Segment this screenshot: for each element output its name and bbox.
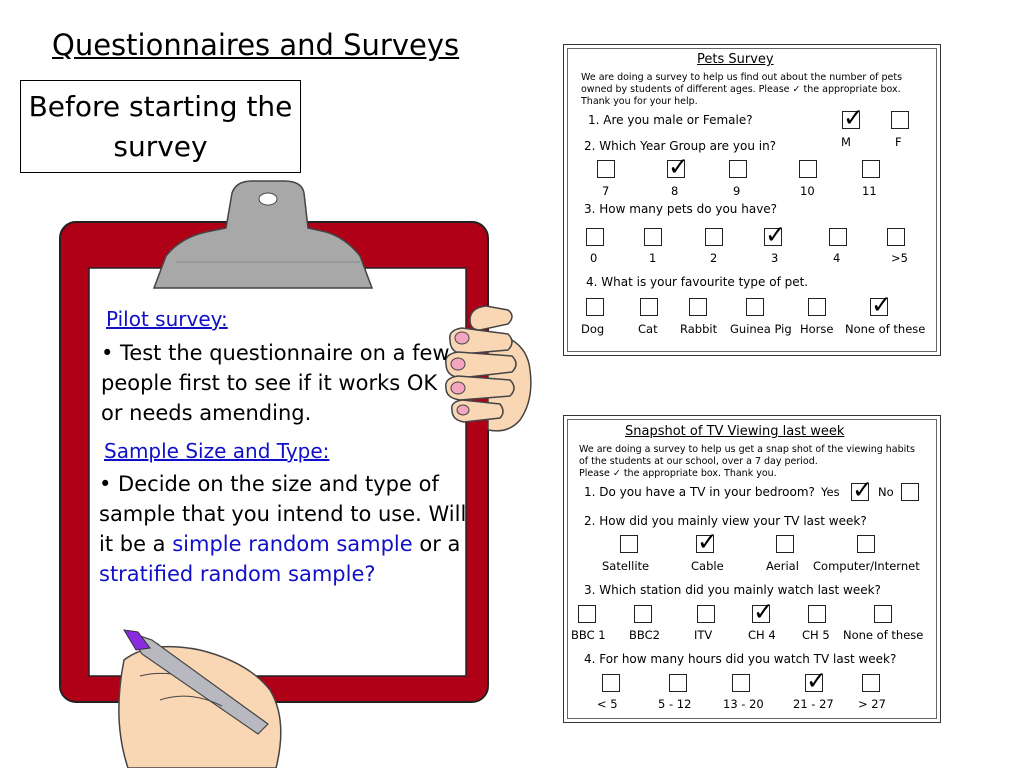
pets-q1-checkbox-f[interactable] <box>891 111 909 129</box>
pets-q3-option-5plus: >5 <box>891 251 908 265</box>
tv-q1-checkbox-no[interactable] <box>901 483 919 501</box>
tv-q3-checkbox-none[interactable] <box>874 605 892 623</box>
tv-q2-checkmark-icon: ✓ <box>697 527 718 556</box>
tv-q3-option-none: None of these <box>843 628 924 642</box>
tv-q3-option-bbc2: BBC2 <box>629 628 660 642</box>
pets-q4-checkbox-cat[interactable] <box>640 298 658 316</box>
tv-q4-text: 4. For how many hours did you watch TV last week? <box>584 652 897 666</box>
tv-survey-intro-3: Please ✓ the appropriate box. Thank you. <box>579 468 777 479</box>
tv-q3-checkbox-itv[interactable] <box>697 605 715 623</box>
pets-q2-checkbox-7[interactable] <box>597 160 615 178</box>
pets-q3-option-2: 2 <box>710 251 718 265</box>
pets-q3-text: 3. How many pets do you have? <box>584 202 778 216</box>
pets-q4-checkbox-dog[interactable] <box>586 298 604 316</box>
sample-size-bullet <box>99 469 467 589</box>
tv-q4-checkbox-lt5[interactable] <box>602 674 620 692</box>
tv-q4-checkmark-icon: ✓ <box>806 666 827 695</box>
pets-q4-checkbox-rabbit[interactable] <box>689 298 707 316</box>
tv-q4-option-lt5: < 5 <box>597 697 618 711</box>
pets-q4-text: 4. What is your favourite type of pet. <box>586 275 809 289</box>
tv-q4-option-gt27: > 27 <box>858 697 886 711</box>
tv-survey-intro-1: We are doing a survey to help us get a snap shot of the viewing habits <box>579 444 915 455</box>
sample-text-1: • Decide on the size and type of sample that you intend to use. Will it be a <box>99 472 467 556</box>
pets-q1-option-m: M <box>841 135 851 149</box>
tv-q1-option-yes: Yes <box>821 485 840 499</box>
pets-q3-option-0: 0 <box>590 251 598 265</box>
tv-q3-option-bbc1: BBC 1 <box>571 628 606 642</box>
pets-survey-intro-1: We are doing a survey to help us find out about the number of pets <box>581 72 903 83</box>
pilot-survey-bullet: • Test the questionnaire on a few people first to see if it works OK or needs amending. <box>101 341 450 425</box>
tv-q4-checkbox-5-12[interactable] <box>669 674 687 692</box>
pets-q2-option-9: 9 <box>733 184 741 198</box>
tv-survey-title: Snapshot of TV Viewing last week <box>625 424 845 439</box>
pets-q2-checkbox-10[interactable] <box>799 160 817 178</box>
pets-q3-checkbox-0[interactable] <box>586 228 604 246</box>
pets-q1-checkmark-icon: ✓ <box>843 103 864 132</box>
pets-q4-option-none: None of these <box>845 322 926 336</box>
pets-q4-option-dog: Dog <box>581 322 605 336</box>
pets-q2-checkbox-11[interactable] <box>862 160 880 178</box>
pets-q2-checkbox-9[interactable] <box>729 160 747 178</box>
subtitle-box: Before starting the survey <box>20 80 301 173</box>
tv-q1-text: 1. Do you have a TV in your bedroom? <box>584 485 815 499</box>
tv-q4-checkbox-13-20[interactable] <box>732 674 750 692</box>
pets-survey-intro-2: owned by students of different ages. Please ✓ the appropriate box. <box>581 84 901 95</box>
pets-q1-text: 1. Are you male or Female? <box>588 113 753 127</box>
tv-q3-checkbox-bbc2[interactable] <box>634 605 652 623</box>
tv-q3-checkbox-ch5[interactable] <box>808 605 826 623</box>
pets-q4-checkbox-guinea-pig[interactable] <box>746 298 764 316</box>
pets-q3-checkbox-2[interactable] <box>705 228 723 246</box>
pets-q4-option-cat: Cat <box>638 322 658 336</box>
pets-q3-checkbox-5plus[interactable] <box>887 228 905 246</box>
sample-text-2: or a <box>412 532 461 556</box>
pets-survey-intro-3: Thank you for your help. <box>581 96 698 107</box>
pets-q1-option-f: F <box>895 135 902 149</box>
pets-q2-option-8: 8 <box>671 184 679 198</box>
tv-q4-option-13-20: 13 - 20 <box>723 697 764 711</box>
pets-q4-checkbox-horse[interactable] <box>808 298 826 316</box>
tv-q3-option-ch5: CH 5 <box>802 628 830 642</box>
tv-q4-checkbox-gt27[interactable] <box>862 674 880 692</box>
tv-q1-checkmark-icon: ✓ <box>852 475 873 504</box>
pilot-survey-heading: Pilot survey: <box>106 307 228 331</box>
pets-q2-option-10: 10 <box>800 184 815 198</box>
tv-q3-option-itv: ITV <box>694 628 713 642</box>
pets-q2-option-7: 7 <box>602 184 610 198</box>
pets-q2-text: 2. Which Year Group are you in? <box>584 139 777 153</box>
pets-q3-option-3: 3 <box>771 251 779 265</box>
tv-q2-checkbox-aerial[interactable] <box>776 535 794 553</box>
pets-q3-checkmark-icon: ✓ <box>765 220 786 249</box>
tv-q3-checkmark-icon: ✓ <box>753 597 774 626</box>
tv-q2-checkbox-computer[interactable] <box>857 535 875 553</box>
pets-q2-option-11: 11 <box>862 184 877 198</box>
pets-survey-title: Pets Survey <box>697 52 774 67</box>
tv-q2-text: 2. How did you mainly view your TV last week? <box>584 514 867 528</box>
tv-q2-option-computer: Computer/Internet <box>813 559 920 573</box>
tv-q2-checkbox-satellite[interactable] <box>620 535 638 553</box>
slide-title: Questionnaires and Surveys <box>52 28 460 62</box>
pets-q3-checkbox-1[interactable] <box>644 228 662 246</box>
stratified-random-term: stratified random sample? <box>99 562 376 586</box>
pets-q3-checkbox-4[interactable] <box>829 228 847 246</box>
tv-q4-option-21-27: 21 - 27 <box>793 697 834 711</box>
tv-q1-option-no: No <box>878 485 894 499</box>
tv-q2-option-satellite: Satellite <box>602 559 650 573</box>
pets-q3-option-1: 1 <box>649 251 657 265</box>
tv-q3-checkbox-bbc1[interactable] <box>578 605 596 623</box>
pets-q4-checkmark-icon: ✓ <box>871 290 892 319</box>
pets-q4-option-horse: Horse <box>800 322 834 336</box>
pets-q4-option-rabbit: Rabbit <box>680 322 718 336</box>
pets-q2-checkmark-icon: ✓ <box>668 152 689 181</box>
pets-q3-option-4: 4 <box>833 251 841 265</box>
tv-q2-option-aerial: Aerial <box>766 559 799 573</box>
tv-survey-intro-2: of the students at our school, over a 7 day period. <box>579 456 818 467</box>
tv-q3-text: 3. Which station did you mainly watch last week? <box>584 583 881 597</box>
pets-survey-card <box>563 44 941 356</box>
tv-q4-option-5-12: 5 - 12 <box>658 697 692 711</box>
tv-survey-card <box>563 415 941 723</box>
tv-q3-option-ch4: CH 4 <box>748 628 776 642</box>
sample-size-heading: Sample Size and Type: <box>104 439 330 463</box>
simple-random-term: simple random sample <box>172 532 413 556</box>
pets-q4-option-guinea-pig: Guinea Pig <box>730 322 792 336</box>
tv-q2-option-cable: Cable <box>691 559 724 573</box>
